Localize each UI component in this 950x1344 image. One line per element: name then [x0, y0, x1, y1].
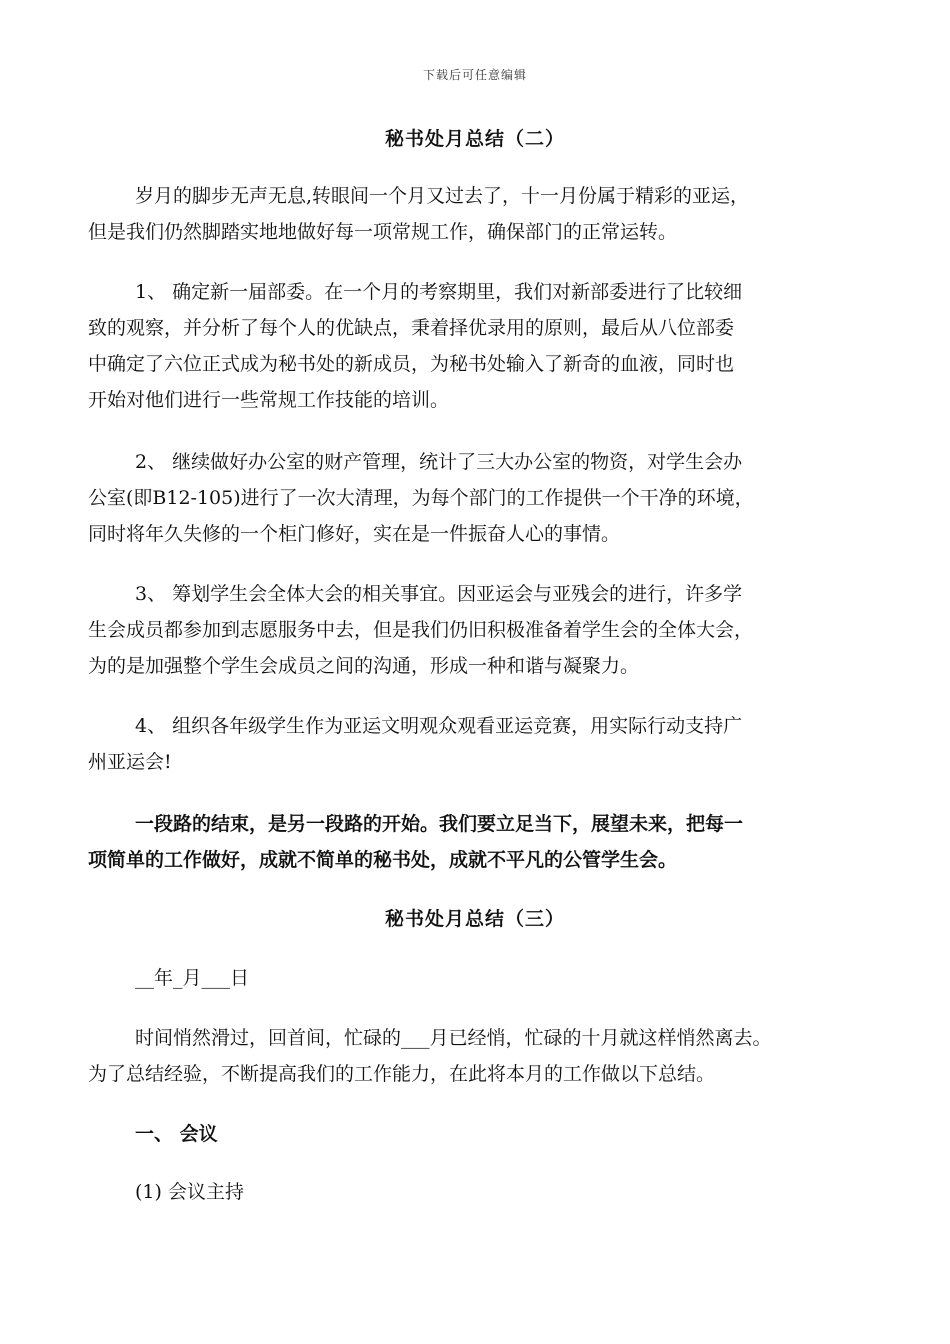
intro-paragraph: [88, 1020, 868, 1092]
subheading-text: (1) 会议主持: [135, 1181, 244, 1203]
text-line: 为的是加强整个学生会成员之间的沟通，形成一种和谐与凝聚力。: [88, 655, 640, 677]
text-line: 1、 确定新一届部委。在一个月的考察期里，我们对新部委进行了比较细: [135, 281, 743, 303]
section-heading: [88, 1116, 868, 1152]
text-line: 公室(即B12-105)进行了一次大清理，为每个部门的工作提供一个干净的环境，: [88, 487, 754, 509]
list-item-2: [88, 444, 868, 552]
text-line: 3、 筹划学生会全体大会的相关事宜。因亚运会与亚残会的进行，许多学: [135, 583, 743, 605]
section-title: 秘书处月总结（三）: [384, 908, 565, 930]
list-item-4: [88, 708, 868, 780]
subheading: [88, 1174, 868, 1210]
closing-paragraph: [88, 806, 868, 878]
list-item-1: [88, 274, 868, 418]
page-header: 下载后可任意编辑: [422, 68, 527, 82]
text-line: 时间悄然滑过，回首间，忙碌的___月已经悄，忙碌的十月就这样悄然离去。: [135, 1027, 772, 1049]
text-line: 一段路的结束，是另一段路的开始。我们要立足当下，展望未来，把每一: [135, 813, 744, 835]
text-line: 开始对他们进行一些常规工作技能的培训。: [88, 389, 450, 411]
text-line: 2、 继续做好办公室的财产管理，统计了三大办公室的物资，对学生会办: [135, 451, 743, 473]
heading-text: 一、 会议: [135, 1123, 218, 1145]
text-line: 致的观察，并分析了每个人的优缺点，秉着择优录用的原则，最后从八位部委: [88, 317, 735, 339]
list-item-3: [88, 576, 868, 684]
text-line: 生会成员都参加到志愿服务中去，但是我们仍旧积极准备着学生会的全体大会，: [88, 619, 754, 641]
text-line: 4、 组织各年级学生作为亚运文明观众观看亚运竞赛，用实际行动支持广: [135, 715, 743, 737]
text-line: 但是我们仍然脚踏实地地做好每一项常规工作，确保部门的正常运转。: [88, 221, 678, 243]
section-title: 秘书处月总结（二）: [384, 128, 565, 150]
text-line: 岁月的脚步无声无息,转眼间一个月又过去了，十一月份属于精彩的亚运，: [135, 185, 750, 207]
date-text: __年_月___日: [135, 967, 250, 989]
text-line: 为了总结经验，不断提高我们的工作能力，在此将本月的工作做以下总结。: [88, 1063, 716, 1085]
text-line: 项简单的工作做好，成就不简单的秘书处，成就不平凡的公管学生会。: [88, 849, 678, 871]
text-line: 同时将年久失修的一个柜门修好，实在是一件振奋人心的事情。: [88, 523, 621, 545]
text-line: 中确定了六位正式成为秘书处的新成员，为秘书处输入了新奇的血液，同时也: [88, 353, 735, 375]
intro-paragraph: [88, 178, 868, 250]
text-line: 州亚运会!: [88, 751, 172, 773]
date-line: [88, 960, 868, 996]
